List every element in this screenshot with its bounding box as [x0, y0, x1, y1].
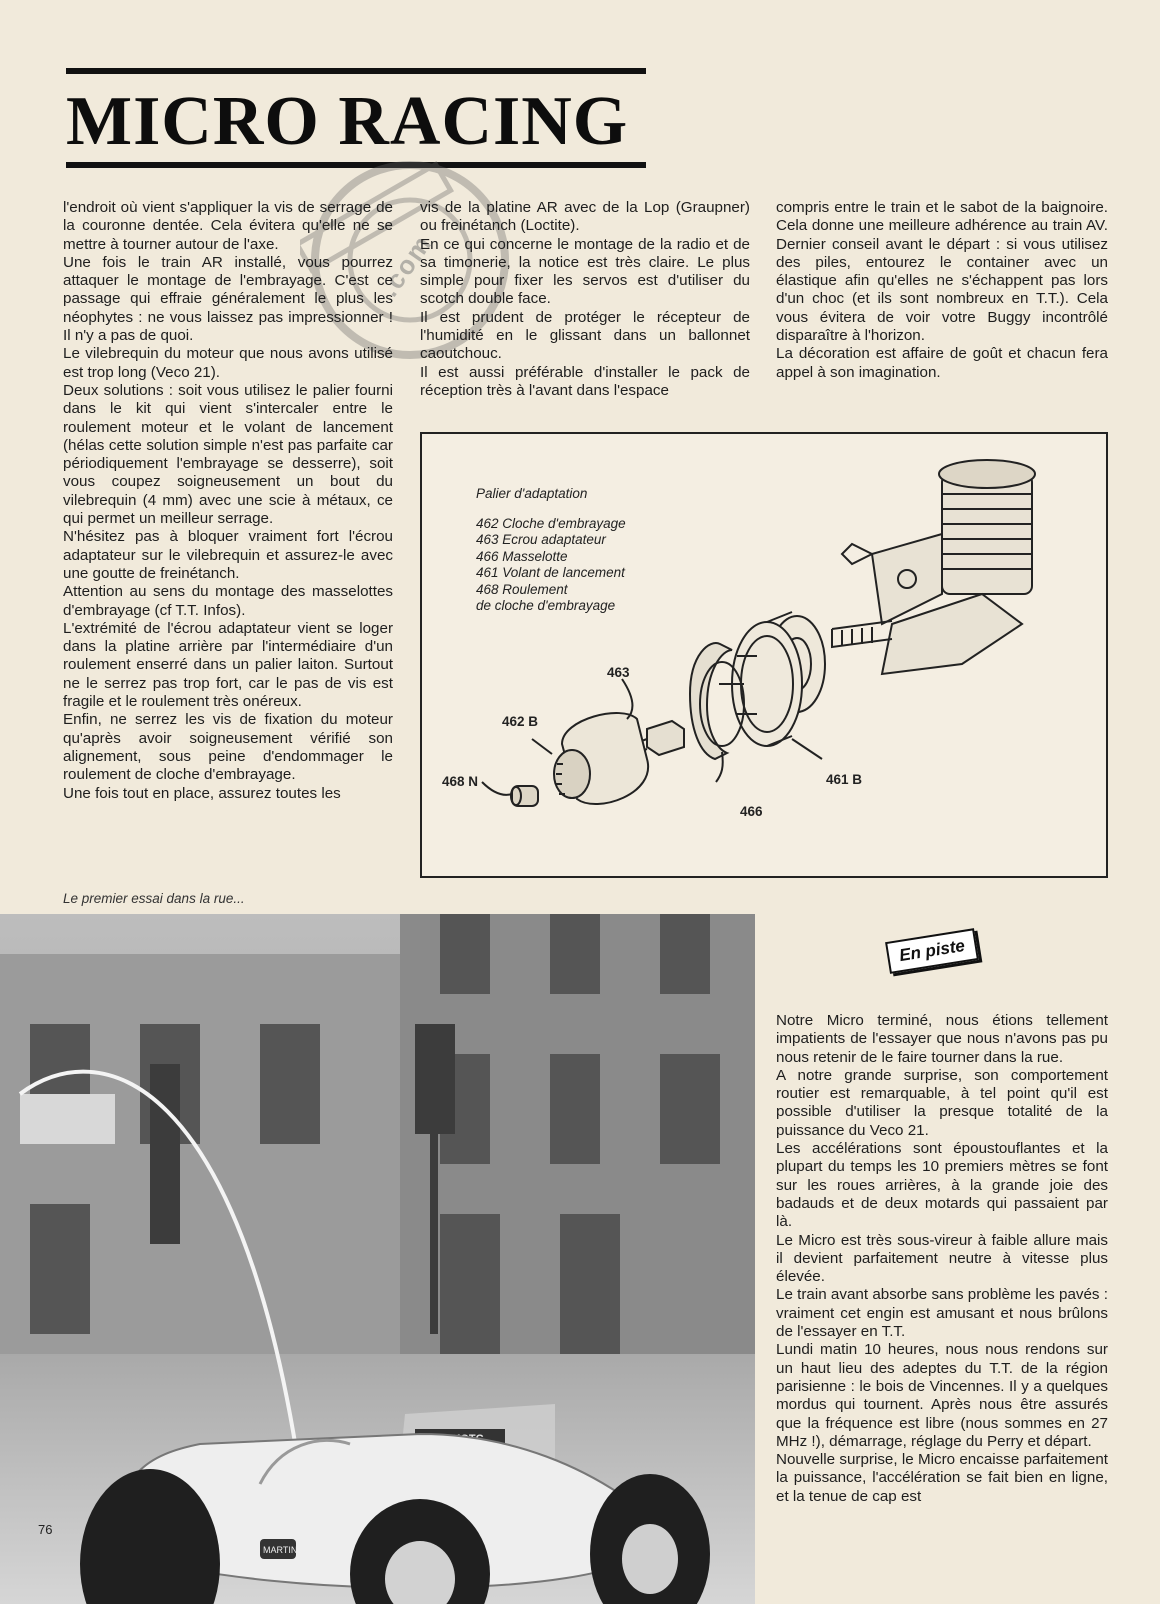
- callout-463: 463: [607, 665, 630, 680]
- diagram-legend: [476, 486, 626, 615]
- article-column-2: [420, 199, 750, 400]
- legend-item: 461 Volant de lancement: [476, 565, 625, 580]
- section-tag: En piste: [885, 928, 979, 974]
- street-test-photo: [0, 914, 755, 1604]
- legend-item: 468 Roulement: [476, 581, 568, 597]
- leader-468n: [482, 782, 512, 795]
- legend-item: de cloche d'embrayage: [476, 598, 616, 613]
- paragraph: En ce qui concerne le montage de la radio et de sa timonerie, la notice est très claire. Le plus simple pour fixer les servos est d'utiliser du scotch double face.: [420, 235, 750, 308]
- callout-466: 466: [740, 804, 763, 819]
- legend-item: 462 Cloche d'embrayage: [476, 515, 626, 531]
- paragraph: vis de la platine AR avec de la Lop (Graupner) ou freinétanch (Loctite).: [420, 199, 750, 235]
- callout-468n: 468 N: [442, 774, 479, 789]
- paragraph: Une fois le train AR installé, vous pourrez attaquer le montage de l'embrayage. C'est ce passage qui effraie généralement le plus les néophytes : ne vous laissez pas impressionner ! Il n'y a pas de quoi.: [63, 253, 393, 345]
- title-rule-bottom: [66, 162, 646, 168]
- engine-drawing: [832, 460, 1035, 674]
- legend-item: 466 Masselotte: [476, 548, 568, 564]
- paragraph: A notre grande surprise, son comportement routier est remarquable, à tel point qu'il est possible d'utiliser la presque totalité de la puissance du Veco 21.: [776, 1066, 1108, 1139]
- clutch-bell-drawing: [554, 713, 648, 804]
- paragraph: L'extrémité de l'écrou adaptateur vient se loger dans la platine arrière par l'intermédiaire d'un roulement enserré dans un palier laiton. Surtout ne le serrez pas trop fort, car le pas de vis est fragile et le roulement très onéreux.: [63, 619, 393, 711]
- buggy-badge-text: MARTIN: [263, 1545, 298, 1555]
- callout-461b: 461 B: [826, 772, 863, 787]
- legend-item: 463 Ecrou adaptateur: [476, 532, 606, 547]
- page-title: MICRO RACING: [66, 83, 629, 160]
- bearing-drawing: [511, 786, 538, 806]
- paragraph: Les accélérations sont époustouflantes et la plupart du temps les 10 premiers mètres se font sur les roues arrières, à la grande joie des badauds et de deux motards qui passaient par là.: [776, 1140, 1108, 1231]
- legend-title: Palier d'adaptation: [476, 486, 588, 501]
- article-column-1: [63, 199, 393, 803]
- paragraph: Une fois tout en place, assurez toutes les: [63, 784, 341, 802]
- photo-caption: Le premier essai dans la rue...: [63, 891, 245, 906]
- page-number: 76: [38, 1522, 53, 1537]
- paragraph: Deux solutions : soit vous utilisez le palier fourni dans le kit qui vient s'intercaler entre le roulement moteur et le volant de lancement (hélas cette solution simple n'est pas parfaite car périodiquement l'embrayage se desserre), soit vous coupez soigneusement un bout du vilebrequin (4 mm) avec une scie à métaux, ce qui permet un meilleur serrage.: [63, 381, 393, 528]
- article-column-3: [776, 199, 1108, 382]
- paragraph: l'endroit où vient s'appliquer la vis de serrage de la couronne dentée. Cela évitera qu'elle ne se mettre à tourner autour de l'axe.: [63, 199, 393, 253]
- paragraph: Le Micro est très sous-vireur à faible allure mais il devient parfaitement neutre à vitesse plus élevée.: [776, 1231, 1108, 1286]
- paragraph: Il est prudent de protéger le récepteur de l'humidité en le glissant dans un ballonnet caoutchouc.: [420, 308, 750, 363]
- paragraph: Nouvelle surprise, le Micro encaisse parfaitement la puissance, l'accélération se fait bien en ligne, et la tenue de cap est: [776, 1451, 1108, 1505]
- leader-461b: [792, 739, 822, 759]
- paragraph: Notre Micro terminé, nous étions tellement impatients de l'essayer que nous n'avons pas pu nous retenir de le faire tourner dans la rue.: [776, 1012, 1108, 1066]
- watermark-text: .com: [373, 228, 438, 302]
- paragraph: N'hésitez pas à bloquer vraiment fort l'écrou adaptateur sur le vilebrequin et assurez-le avec une goutte de freinétanch.: [63, 528, 393, 582]
- callout-462b: 462 B: [502, 714, 539, 729]
- paragraph: Le train avant absorbe sans problème les pavés : vraiment cet engin est amusant et nous brûlons de l'essayer en T.T.: [776, 1286, 1108, 1341]
- paragraph: compris entre le train et le sabot de la baignoire. Cela donne une meilleure adhérence au train AV. Dernier conseil avant le départ : si vous utilisez des piles, entourez le container avec un élastique afin qu'elles ne s'échappent pas lors d'un choc (et ils sont nombreux en T.T.). Cela vous évitera de voir votre Buggy incontrôlé disparaître à l'horizon.: [776, 199, 1108, 345]
- paragraph: Il est aussi préférable d'installer le pack de réception très à l'avant dans l'espace: [420, 363, 750, 399]
- paragraph: Enfin, ne serrez les vis de fixation du moteur qu'après avoir soigneusement vérifié son alignement, sous peine d'endommager le roulement de cloche d'embrayage.: [63, 711, 393, 784]
- buggy-photo: [0, 914, 755, 1604]
- paragraph: Lundi matin 10 heures, nous nous rendons sur un haut lieu des adeptes du T.T. de la région parisienne : le bois de Vincennes. Il y a quelques mordus qui tournent. Après nous être assurés que la fréquence est libre (nous sommes en 27 MHz !), démarrage, réglage du Perry et départ.: [776, 1341, 1108, 1450]
- article-column-3-lower: [776, 1012, 1108, 1506]
- clutch-exploded-diagram: [420, 432, 1108, 878]
- paragraph: Attention au sens du montage des masselottes d'embrayage (cf T.T. Infos).: [63, 583, 393, 619]
- paragraph: Le vilebrequin du moteur que nous avons utilisé est trop long (Veco 21).: [63, 345, 393, 381]
- title-rule-top: [66, 68, 646, 74]
- leader-462b: [532, 739, 552, 754]
- flywheel-drawing: [719, 612, 825, 746]
- paragraph: La décoration est affaire de goût et chacun fera appel à son imagination.: [776, 345, 1108, 381]
